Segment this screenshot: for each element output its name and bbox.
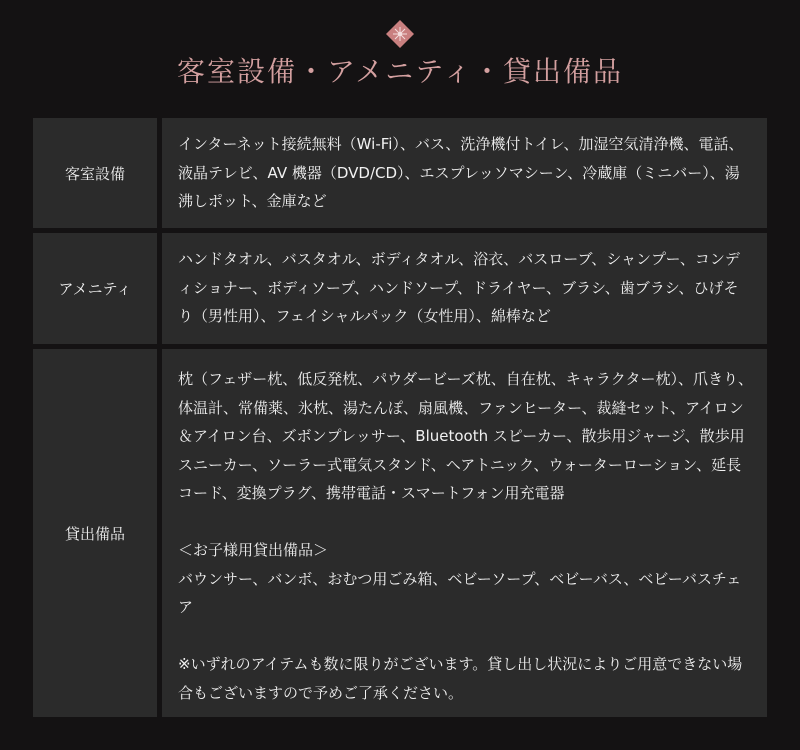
room-equipment-text: インターネット接続無料（Wi-Fi）、バス、洗浄機付トイレ、加湿空気清浄機、電話、液晶テレビ、AV 機器（DVD/CD）、エスプレッソマシーン、冷蔵庫（ミニバー）、湯沸しポット、金庫など (178, 135, 744, 210)
rental-note-text: ※いずれのアイテムも数に限りがございます。貸し出し状況によりご用意できない場合もございますので予めご了承ください。 (178, 655, 743, 702)
kids-rental-text: バウンサー、バンボ、おむつ用ごみ箱、ベビーソープ、ベビーバス、ベビーバスチェア (178, 569, 742, 616)
info-table (33, 118, 767, 722)
row-body-rental-items (162, 349, 767, 717)
table-row-rental-items (33, 349, 767, 717)
page-title: 客室設備・アメニティ・貸出備品 (176, 55, 624, 88)
spacer (178, 622, 753, 651)
kids-rental-heading: ＜お子様用貸出備品＞ (178, 541, 329, 559)
diamond-flower-icon (385, 19, 415, 49)
rental-items-text: 枕（フェザー枕、低反発枕、パウダービーズ枕、自在枕、キャラクター枕）、爪きり、体温計、常備薬、氷枕、湯たんぽ、扇風機、ファンヒーター、裁縫セット、アイロン＆アイロン台、ズボンプレッサー、Bluetooth スピーカー、散歩用ジャージ、散歩用スニーカー、ソーラー式電気スタンド、ヘアトニック、ウォーターローション、延長コード、変換プラグ、携帯電話・スマートフォン用充電器 (178, 370, 753, 502)
spacer (178, 508, 753, 537)
row-heading-rental-items: 貸出備品 (33, 349, 157, 717)
table-row-amenities (33, 233, 767, 344)
amenities-text: ハンドタオル、バスタオル、ボディタオル、浴衣、バスローブ、シャンプー、コンディショナー、ボディソープ、ハンドソープ、ドライヤー、ブラシ、歯ブラシ、ひげそり（男性用）、フェイシャルパック（女性用）、綿棒など (178, 250, 740, 325)
table-row-room-equipment (33, 118, 767, 228)
row-heading-room-equipment: 客室設備 (33, 118, 157, 228)
row-body-amenities (162, 233, 767, 344)
row-body-room-equipment (162, 118, 767, 228)
row-heading-amenities: アメニティ (33, 233, 157, 344)
